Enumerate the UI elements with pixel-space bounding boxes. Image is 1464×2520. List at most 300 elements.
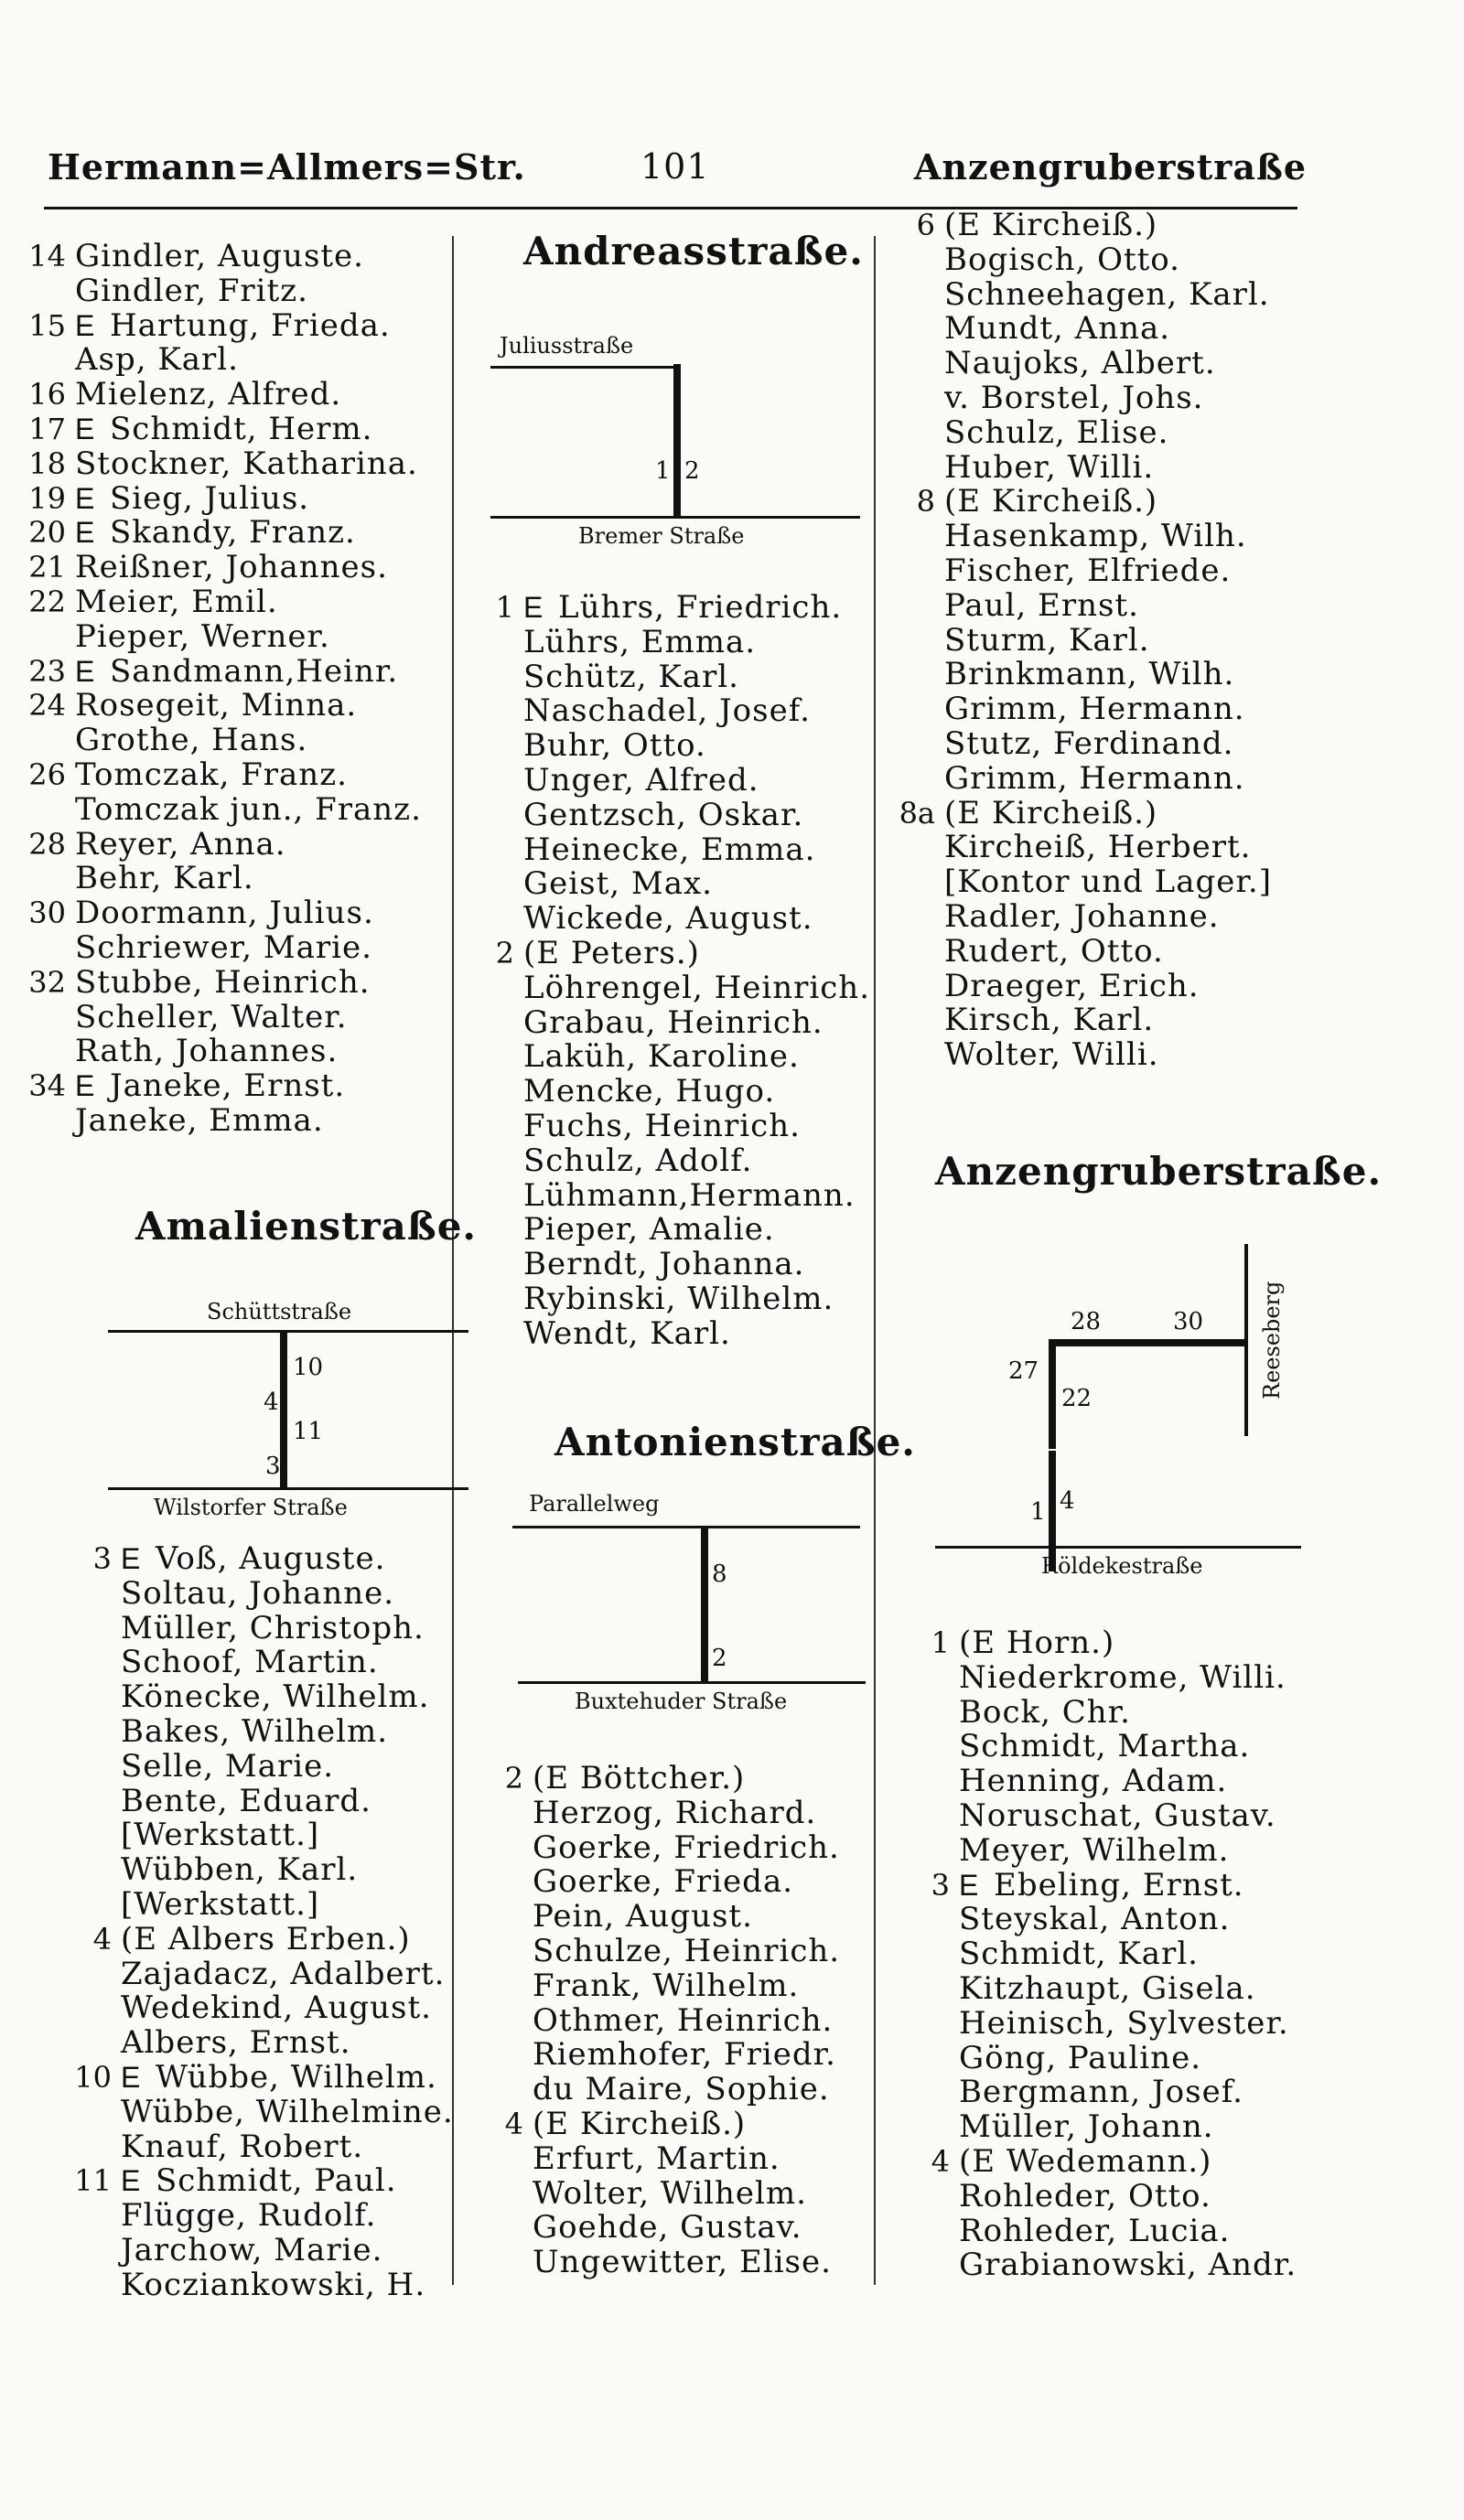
sketch-house-number: 2 (684, 457, 700, 485)
house-number (878, 727, 944, 762)
sketch-house-number: 4 (264, 1389, 279, 1416)
sketch-top-street: Schüttstraße (207, 1299, 352, 1324)
resident-name: [Werkstatt.] (121, 1817, 320, 1854)
directory-entry (9, 758, 422, 793)
house-number (9, 862, 75, 896)
house-number: 22 (28, 584, 66, 619)
directory-entry (458, 694, 870, 729)
directory-entry (893, 2177, 1297, 2214)
resident-name: Reyer, Anna. (75, 825, 286, 863)
house-number (467, 2142, 533, 2177)
directory-entry (878, 312, 1272, 347)
resident-name: Schmidt, Karl. (959, 1936, 1199, 1973)
sketch-house-number: 1 (1030, 1498, 1046, 1526)
directory-entry (9, 516, 422, 551)
resident-name: Berndt, Johanna. (523, 1246, 805, 1283)
directory-entry (467, 2174, 840, 2212)
directory-entry (458, 660, 870, 695)
resident-name: Lührs, Emma. (523, 623, 757, 660)
house-number (458, 764, 523, 799)
house-number (467, 2211, 533, 2246)
directory-entry (458, 1314, 870, 1352)
house-number (878, 520, 944, 554)
sketch-side-street-line (1244, 1244, 1248, 1436)
directory-entry (878, 967, 1272, 1004)
resident-name: Geist, Max. (523, 865, 713, 903)
resident-name: Kircheiß, Herbert. (944, 829, 1252, 866)
house-number (878, 624, 944, 659)
resident-name: Heinisch, Sylvester. (959, 2004, 1289, 2042)
house-number (9, 724, 75, 758)
sketch-top-street: Parallelweg (529, 1491, 660, 1517)
resident-name: Gindler, Auguste. (75, 238, 364, 274)
directory-entry (458, 833, 870, 868)
resident-name: Rohleder, Otto. (959, 2177, 1211, 2214)
house-number: 8a (899, 795, 935, 831)
resident-name: Schulze, Heinrich. (533, 1932, 841, 1969)
house-number (458, 1144, 523, 1179)
house-number (55, 1853, 121, 1888)
directory-entry (458, 761, 870, 799)
resident-name: Noruschat, Gustav. (959, 1796, 1276, 1834)
resident-name: Göng, Pauline. (959, 2039, 1201, 2076)
house-number (9, 620, 75, 655)
directory-entry (458, 729, 870, 764)
house-number (878, 416, 944, 451)
house-number (458, 1075, 523, 1110)
resident-name: Wübbe, Wilhelm. (156, 2058, 437, 2096)
house-number (458, 833, 523, 868)
sketch-house-number: 27 (1008, 1357, 1039, 1385)
house-number (467, 1865, 533, 1900)
directory-entry (55, 1818, 454, 1853)
directory-entry (467, 2038, 840, 2073)
directory-entry (9, 1035, 422, 1069)
resident-name: Schneehagen, Karl. (944, 275, 1270, 313)
house-number: 3 (92, 1541, 112, 1576)
sketch-house-number: 10 (293, 1354, 324, 1381)
house-number: 16 (28, 377, 66, 413)
directory-entry (9, 447, 422, 482)
resident-name: (E Wedemann.) (959, 2142, 1212, 2180)
directory-entry (878, 1038, 1272, 1073)
directory-entry (467, 1796, 840, 1831)
directory-entry (9, 963, 422, 1001)
resident-name: Janeke, Ernst. (110, 1067, 346, 1105)
directory-entry (9, 790, 422, 828)
owner-marker: E (75, 516, 95, 550)
resident-name: Müller, Johann. (959, 2108, 1214, 2146)
directory-entry (458, 1107, 870, 1144)
resident-name: Lührs, Friedrich. (558, 589, 843, 626)
resident-name: Reißner, Johannes. (75, 549, 388, 586)
resident-name: du Maire, Sophie. (533, 2071, 830, 2108)
directory-entry (9, 378, 422, 413)
resident-name: Bakes, Wilhelm. (121, 1712, 389, 1750)
sketch-side-street: Reeseberg (1259, 1281, 1285, 1399)
sketch-street-vertical-upper (1049, 1339, 1056, 1449)
house-number: 20 (28, 515, 66, 551)
sketch-cross-road-bottom (490, 516, 860, 519)
house-number (458, 660, 523, 695)
andreasstrasse-title: Andreasstraße. (523, 229, 864, 273)
resident-name: [Werkstatt.] (121, 1885, 320, 1923)
sketch-cross-road-top (490, 366, 673, 369)
resident-name: (E Kircheiß.) (533, 2105, 747, 2142)
resident-name: Radler, Johanne. (944, 897, 1220, 935)
house-number (9, 343, 75, 378)
house-number: 6 (916, 208, 935, 242)
directory-entry (467, 1865, 840, 1900)
running-header-right: Anzengruberstraße (913, 146, 1307, 188)
resident-name: Schütz, Karl. (523, 658, 739, 695)
house-number (893, 1661, 959, 1696)
directory-entry (9, 1101, 422, 1139)
resident-name: Meyer, Wilhelm. (959, 1831, 1230, 1869)
resident-name: Grimm, Hermann. (944, 691, 1245, 728)
sketch-house-number: 30 (1173, 1308, 1204, 1335)
sketch-cross-road-top (512, 1526, 860, 1528)
house-number (878, 347, 944, 381)
house-number (9, 274, 75, 309)
directory-entry (55, 1920, 454, 1957)
directory-entry (9, 652, 422, 690)
directory-entry (878, 554, 1272, 589)
directory-entry (55, 2026, 454, 2061)
house-number: 14 (28, 239, 66, 273)
resident-name: (E Peters.) (523, 934, 700, 971)
directory-entry (55, 1680, 454, 1715)
house-number (9, 1104, 75, 1139)
directory-entry (878, 932, 1272, 970)
directory-entry (458, 1176, 870, 1214)
sketch-cross-road-bottom (935, 1546, 1301, 1549)
directory-entry (9, 689, 422, 724)
resident-name: Sandmann,Heinr. (110, 652, 399, 690)
directory-entry (878, 865, 1272, 900)
resident-name: Sieg, Julius. (110, 479, 310, 517)
directory-entry (458, 1003, 870, 1041)
directory-entry (55, 1542, 454, 1577)
owner-marker: E (75, 1069, 95, 1103)
resident-name: Schoof, Martin. (121, 1644, 379, 1681)
resident-name: Rosegeit, Minna. (75, 687, 358, 724)
house-number (458, 1110, 523, 1144)
house-number (878, 243, 944, 278)
amalienstrasse-list (55, 1542, 454, 2303)
house-number (55, 1750, 121, 1785)
directory-entry (9, 240, 422, 274)
directory-entry (9, 724, 422, 758)
antonienstrasse-list (467, 1762, 840, 2280)
resident-name: Wolter, Willi. (944, 1036, 1159, 1074)
house-number (878, 762, 944, 797)
house-number (467, 1935, 533, 1969)
resident-name: Bogisch, Otto. (944, 241, 1180, 278)
resident-name: (E Horn.) (959, 1625, 1115, 1661)
house-number (878, 381, 944, 416)
directory-entry (467, 1932, 841, 1969)
house-number: 17 (28, 411, 66, 446)
resident-name: Naschadel, Josef. (523, 692, 811, 730)
owner-marker: E (75, 412, 95, 445)
directory-entry (458, 1144, 870, 1179)
resident-name: Hartung, Frieda. (110, 306, 391, 344)
house-number (893, 2180, 959, 2214)
resident-name: Janeke, Emma. (75, 1101, 324, 1139)
directory-entry (458, 1213, 870, 1248)
directory-entry (878, 347, 1272, 381)
sketch-house-number: 8 (712, 1560, 727, 1588)
resident-name: Grimm, Hermann. (944, 759, 1245, 797)
directory-entry (878, 692, 1272, 727)
anzengruberstrasse-title: Anzengruberstraße. (935, 1149, 1383, 1194)
house-number (878, 865, 944, 900)
resident-name: Wübben, Karl. (121, 1851, 359, 1889)
directory-entry (467, 2211, 840, 2246)
directory-entry (55, 1991, 454, 2026)
directory-entry (458, 1075, 870, 1110)
column-divider-2 (874, 236, 876, 2285)
resident-name: Jarchow, Marie. (121, 2231, 383, 2268)
resident-name: Voß, Auguste. (156, 1540, 386, 1577)
resident-name: Rath, Johannes. (75, 1033, 339, 1070)
resident-name: Erfurt, Martin. (533, 2139, 780, 2177)
house-number (878, 658, 944, 692)
resident-name: Grabianowski, Andr. (959, 2247, 1297, 2284)
resident-name: Knauf, Robert. (121, 2128, 364, 2165)
directory-entry (467, 2073, 840, 2107)
house-number (893, 1764, 959, 1799)
directory-entry (893, 1937, 1297, 1972)
house-number (878, 692, 944, 727)
resident-name: Grothe, Hans. (75, 722, 308, 759)
house-number (878, 1003, 944, 1038)
directory-entry (893, 1831, 1297, 1869)
resident-name: Behr, Karl. (75, 860, 254, 897)
resident-name: Steyskal, Anton. (959, 1901, 1231, 1938)
directory-entry (55, 1885, 454, 1923)
resident-name: Könecke, Wilhelm. (121, 1678, 430, 1716)
resident-name: Grabau, Heinrich. (523, 1003, 824, 1041)
house-number (893, 1730, 959, 1764)
directory-entry (878, 759, 1272, 797)
house-number: 21 (28, 550, 66, 585)
resident-name: Kitzhaupt, Gisela. (959, 1969, 1256, 2007)
resident-name: Flügge, Rudolf. (121, 2197, 377, 2235)
house-number: 26 (28, 756, 66, 792)
resident-name: Schulz, Elise. (944, 413, 1169, 451)
house-number (893, 1903, 959, 1937)
house-number (467, 2038, 533, 2073)
resident-name: Hasenkamp, Wilh. (944, 518, 1247, 555)
resident-name: Bergmann, Josef. (959, 2074, 1243, 2111)
house-number (458, 1282, 523, 1317)
sketch-bottom-street: Buxtehuder Straße (575, 1689, 788, 1714)
house-number (55, 2268, 121, 2303)
resident-name: (E Böttcher.) (533, 1760, 746, 1796)
sketch-house-number: 3 (265, 1453, 281, 1480)
resident-name: Löhrengel, Heinrich. (523, 969, 871, 1006)
house-number (55, 2199, 121, 2234)
directory-entry (467, 2139, 840, 2177)
directory-entry (878, 209, 1272, 243)
house-number (893, 1937, 959, 1972)
sketch-street-line (280, 1332, 287, 1489)
house-number (467, 1900, 533, 1935)
directory-entry (55, 2268, 454, 2303)
house-number: 1 (931, 1625, 950, 1660)
house-number (55, 1957, 121, 1992)
hermann-allmers-list (9, 240, 422, 1139)
resident-name: Schmidt, Martha. (959, 1728, 1251, 1765)
resident-name: Stubbe, Heinrich. (75, 963, 371, 1001)
directory-entry (55, 2164, 454, 2199)
directory-entry (9, 928, 422, 966)
house-number (55, 1612, 121, 1646)
directory-entry (55, 1609, 454, 1646)
house-number (55, 2130, 121, 2165)
house-number (893, 2042, 959, 2076)
resident-name: Ebeling, Ernst. (994, 1866, 1244, 1903)
owner-marker: E (121, 1542, 141, 1575)
resident-name: (E Kircheiß.) (944, 483, 1158, 520)
directory-entry (878, 275, 1272, 313)
directory-entry (9, 479, 422, 517)
resident-name: (E Kircheiß.) (944, 207, 1158, 243)
sketch-bottom-street: Röldekestraße (1041, 1553, 1203, 1579)
house-number: 4 (504, 2106, 523, 2141)
resident-name: Rohleder, Lucia. (959, 2212, 1231, 2249)
house-number (458, 971, 523, 1006)
resident-name: Schmidt, Paul. (156, 2162, 397, 2200)
andreasstrasse-list (458, 591, 870, 1352)
directory-entry (9, 1069, 422, 1104)
resident-name: Skandy, Franz. (110, 514, 356, 552)
house-number: 24 (28, 688, 66, 724)
house-number (458, 1213, 523, 1248)
directory-entry (458, 623, 870, 660)
resident-name: Meier, Emil. (75, 583, 278, 620)
directory-entry (458, 1040, 870, 1075)
directory-entry (893, 2142, 1297, 2180)
resident-name: Naujoks, Albert. (944, 345, 1216, 382)
sketch-house-number: 4 (1060, 1487, 1075, 1515)
directory-entry (878, 413, 1272, 451)
resident-name: Schriewer, Marie. (75, 928, 372, 966)
house-number (878, 278, 944, 313)
owner-marker: E (523, 591, 544, 624)
house-number (878, 935, 944, 970)
resident-name: Ungewitter, Elise. (533, 2244, 832, 2281)
resident-name: Pieper, Amalie. (523, 1211, 775, 1249)
directory-entry (55, 2093, 454, 2130)
resident-name: Schmidt, Herm. (110, 410, 373, 447)
house-number: 2 (495, 935, 514, 970)
resident-name: Brinkmann, Wilh. (944, 656, 1235, 693)
house-number: 15 (28, 307, 66, 343)
resident-name: Gentzsch, Oskar. (523, 796, 804, 833)
resident-name: Niederkrome, Willi. (959, 1658, 1286, 1696)
house-number: 3 (931, 1867, 950, 1903)
resident-name: Othmer, Heinrich. (533, 2001, 834, 2039)
resident-name: Albers, Ernst. (121, 2024, 351, 2062)
resident-name: Mundt, Anna. (944, 310, 1171, 348)
owner-marker: E (75, 308, 95, 342)
directory-entry (878, 621, 1272, 659)
house-number (878, 900, 944, 935)
directory-entry (878, 1003, 1272, 1038)
sketch-top-street: Juliusstraße (500, 333, 634, 359)
house-number (467, 1831, 533, 1866)
owner-marker: E (121, 2060, 141, 2094)
house-number (467, 2073, 533, 2107)
house-number (55, 1577, 121, 1612)
directory-entry (55, 1747, 454, 1785)
directory-entry (55, 1782, 454, 1819)
house-number (458, 1040, 523, 1075)
house-number (878, 1038, 944, 1073)
directory-entry (878, 658, 1272, 692)
resident-name: Heinecke, Emma. (523, 831, 816, 868)
resident-name: Kirsch, Karl. (944, 1002, 1155, 1039)
house-number (55, 1680, 121, 1715)
house-number (467, 2177, 533, 2212)
running-header-left: Hermann=Allmers=Str. (48, 146, 526, 188)
kircheiss-houses-list (878, 209, 1272, 1073)
directory-entry (467, 2107, 840, 2142)
resident-name: Pein, August. (533, 1898, 753, 1936)
house-number: 11 (74, 2163, 112, 2199)
resident-name: Tomczak, Franz. (75, 756, 348, 793)
house-number (878, 589, 944, 624)
directory-entry (878, 381, 1272, 416)
directory-entry (55, 1957, 454, 1992)
antonienstrasse-sketch (512, 1489, 878, 1727)
resident-name: Doormann, Julius. (75, 895, 374, 932)
house-number (458, 799, 523, 833)
house-number (458, 1317, 523, 1352)
house-number (458, 1248, 523, 1282)
directory-entry (55, 2199, 454, 2234)
directory-entry (893, 1626, 1297, 1661)
resident-name: Kocziankowski, H. (121, 2266, 426, 2303)
directory-entry (55, 1853, 454, 1888)
resident-name: Goehde, Gustav. (533, 2209, 802, 2247)
amalienstrasse-title: Amalienstraße. (135, 1204, 478, 1249)
directory-entry (878, 794, 1272, 831)
directory-entry (458, 1248, 870, 1282)
andreasstrasse-sketch (485, 331, 869, 560)
anzengruberstrasse-sketch (924, 1235, 1327, 1592)
house-number (55, 2026, 121, 2061)
sketch-cross-road-bottom (518, 1681, 866, 1684)
directory-entry (878, 520, 1272, 554)
directory-entry (893, 1764, 1297, 1799)
house-number: 4 (931, 2143, 950, 2179)
house-number (458, 1179, 523, 1214)
resident-name: (E Albers Erben.) (121, 1920, 411, 1957)
resident-name: Wübbe, Wilhelmine. (121, 2093, 454, 2130)
directory-entry (893, 2039, 1297, 2076)
house-number (55, 2096, 121, 2130)
owner-marker: E (959, 1868, 979, 1902)
resident-name: Mencke, Hugo. (523, 1073, 776, 1110)
house-number (55, 2234, 121, 2268)
resident-name: Wolter, Wilhelm. (533, 2174, 807, 2212)
resident-name: Wickede, August. (523, 900, 813, 938)
resident-name: Laküh, Karoline. (523, 1038, 800, 1076)
